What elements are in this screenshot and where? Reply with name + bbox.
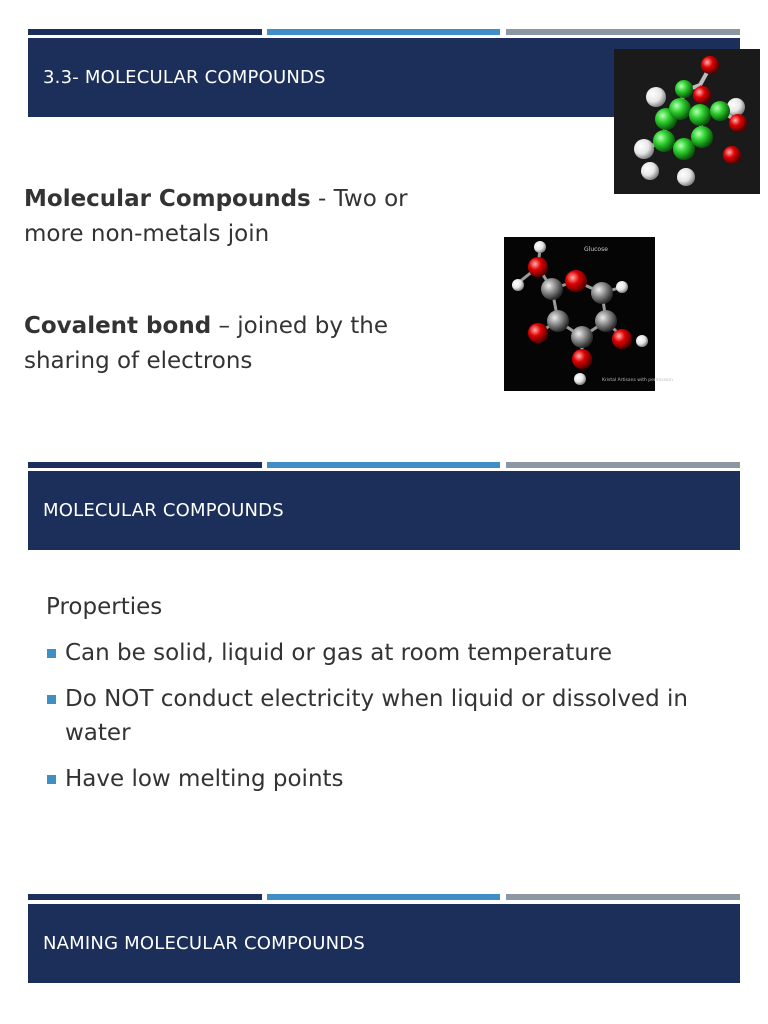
slide-title: MOLECULAR COMPOUNDS	[43, 500, 284, 521]
square-bullet-icon	[47, 695, 56, 704]
accent-segment-gray	[506, 29, 740, 35]
slide-title: NAMING MOLECULAR COMPOUNDS	[43, 933, 365, 954]
properties-heading: Properties	[46, 594, 163, 620]
accent-segment-blue	[267, 462, 500, 468]
list-item-text: Do NOT conduct electricity when liquid or dissolved in water	[65, 686, 688, 746]
accent-segment-dark	[28, 29, 262, 35]
accent-segment-blue	[267, 894, 500, 900]
slide-title-band	[28, 904, 740, 983]
molecule-model-image	[614, 49, 760, 194]
list-item-text: Can be solid, liquid or gas at room temperature	[65, 640, 613, 666]
definition-text-covalent-bond: – joined by the sharing of electrons	[24, 313, 389, 374]
accent-segment-dark	[28, 894, 262, 900]
accent-bar	[28, 462, 740, 468]
glucose-credit: Kristal Artisans with permission	[602, 378, 673, 383]
glucose-model-image	[504, 237, 673, 391]
definition-text-molecular-compounds: - Two or more non-metals join	[24, 186, 408, 247]
slide-title-band	[28, 471, 740, 550]
slide-title: 3.3- MOLECULAR COMPOUNDS	[43, 67, 326, 88]
list-item	[46, 636, 746, 670]
accent-segment-dark	[28, 462, 262, 468]
term-molecular-compounds: Molecular Compounds	[24, 186, 311, 212]
list-item	[46, 762, 746, 796]
accent-bar	[28, 894, 740, 900]
accent-segment-blue	[267, 29, 500, 35]
properties-list	[46, 590, 746, 808]
square-bullet-icon	[47, 775, 56, 784]
definition-covalent-bond	[24, 309, 464, 379]
square-bullet-icon	[47, 649, 56, 658]
term-covalent-bond: Covalent bond	[24, 313, 212, 339]
list-item-text: Have low melting points	[65, 766, 344, 792]
accent-segment-gray	[506, 894, 740, 900]
definition-molecular-compounds	[24, 182, 464, 252]
molecule-model-drawing	[614, 49, 760, 194]
glucose-model-drawing	[504, 237, 673, 391]
accent-segment-gray	[506, 462, 740, 468]
list-item	[46, 682, 725, 750]
slide-1	[0, 0, 768, 420]
glucose-caption: Glucose	[584, 246, 608, 253]
accent-bar	[28, 29, 740, 35]
